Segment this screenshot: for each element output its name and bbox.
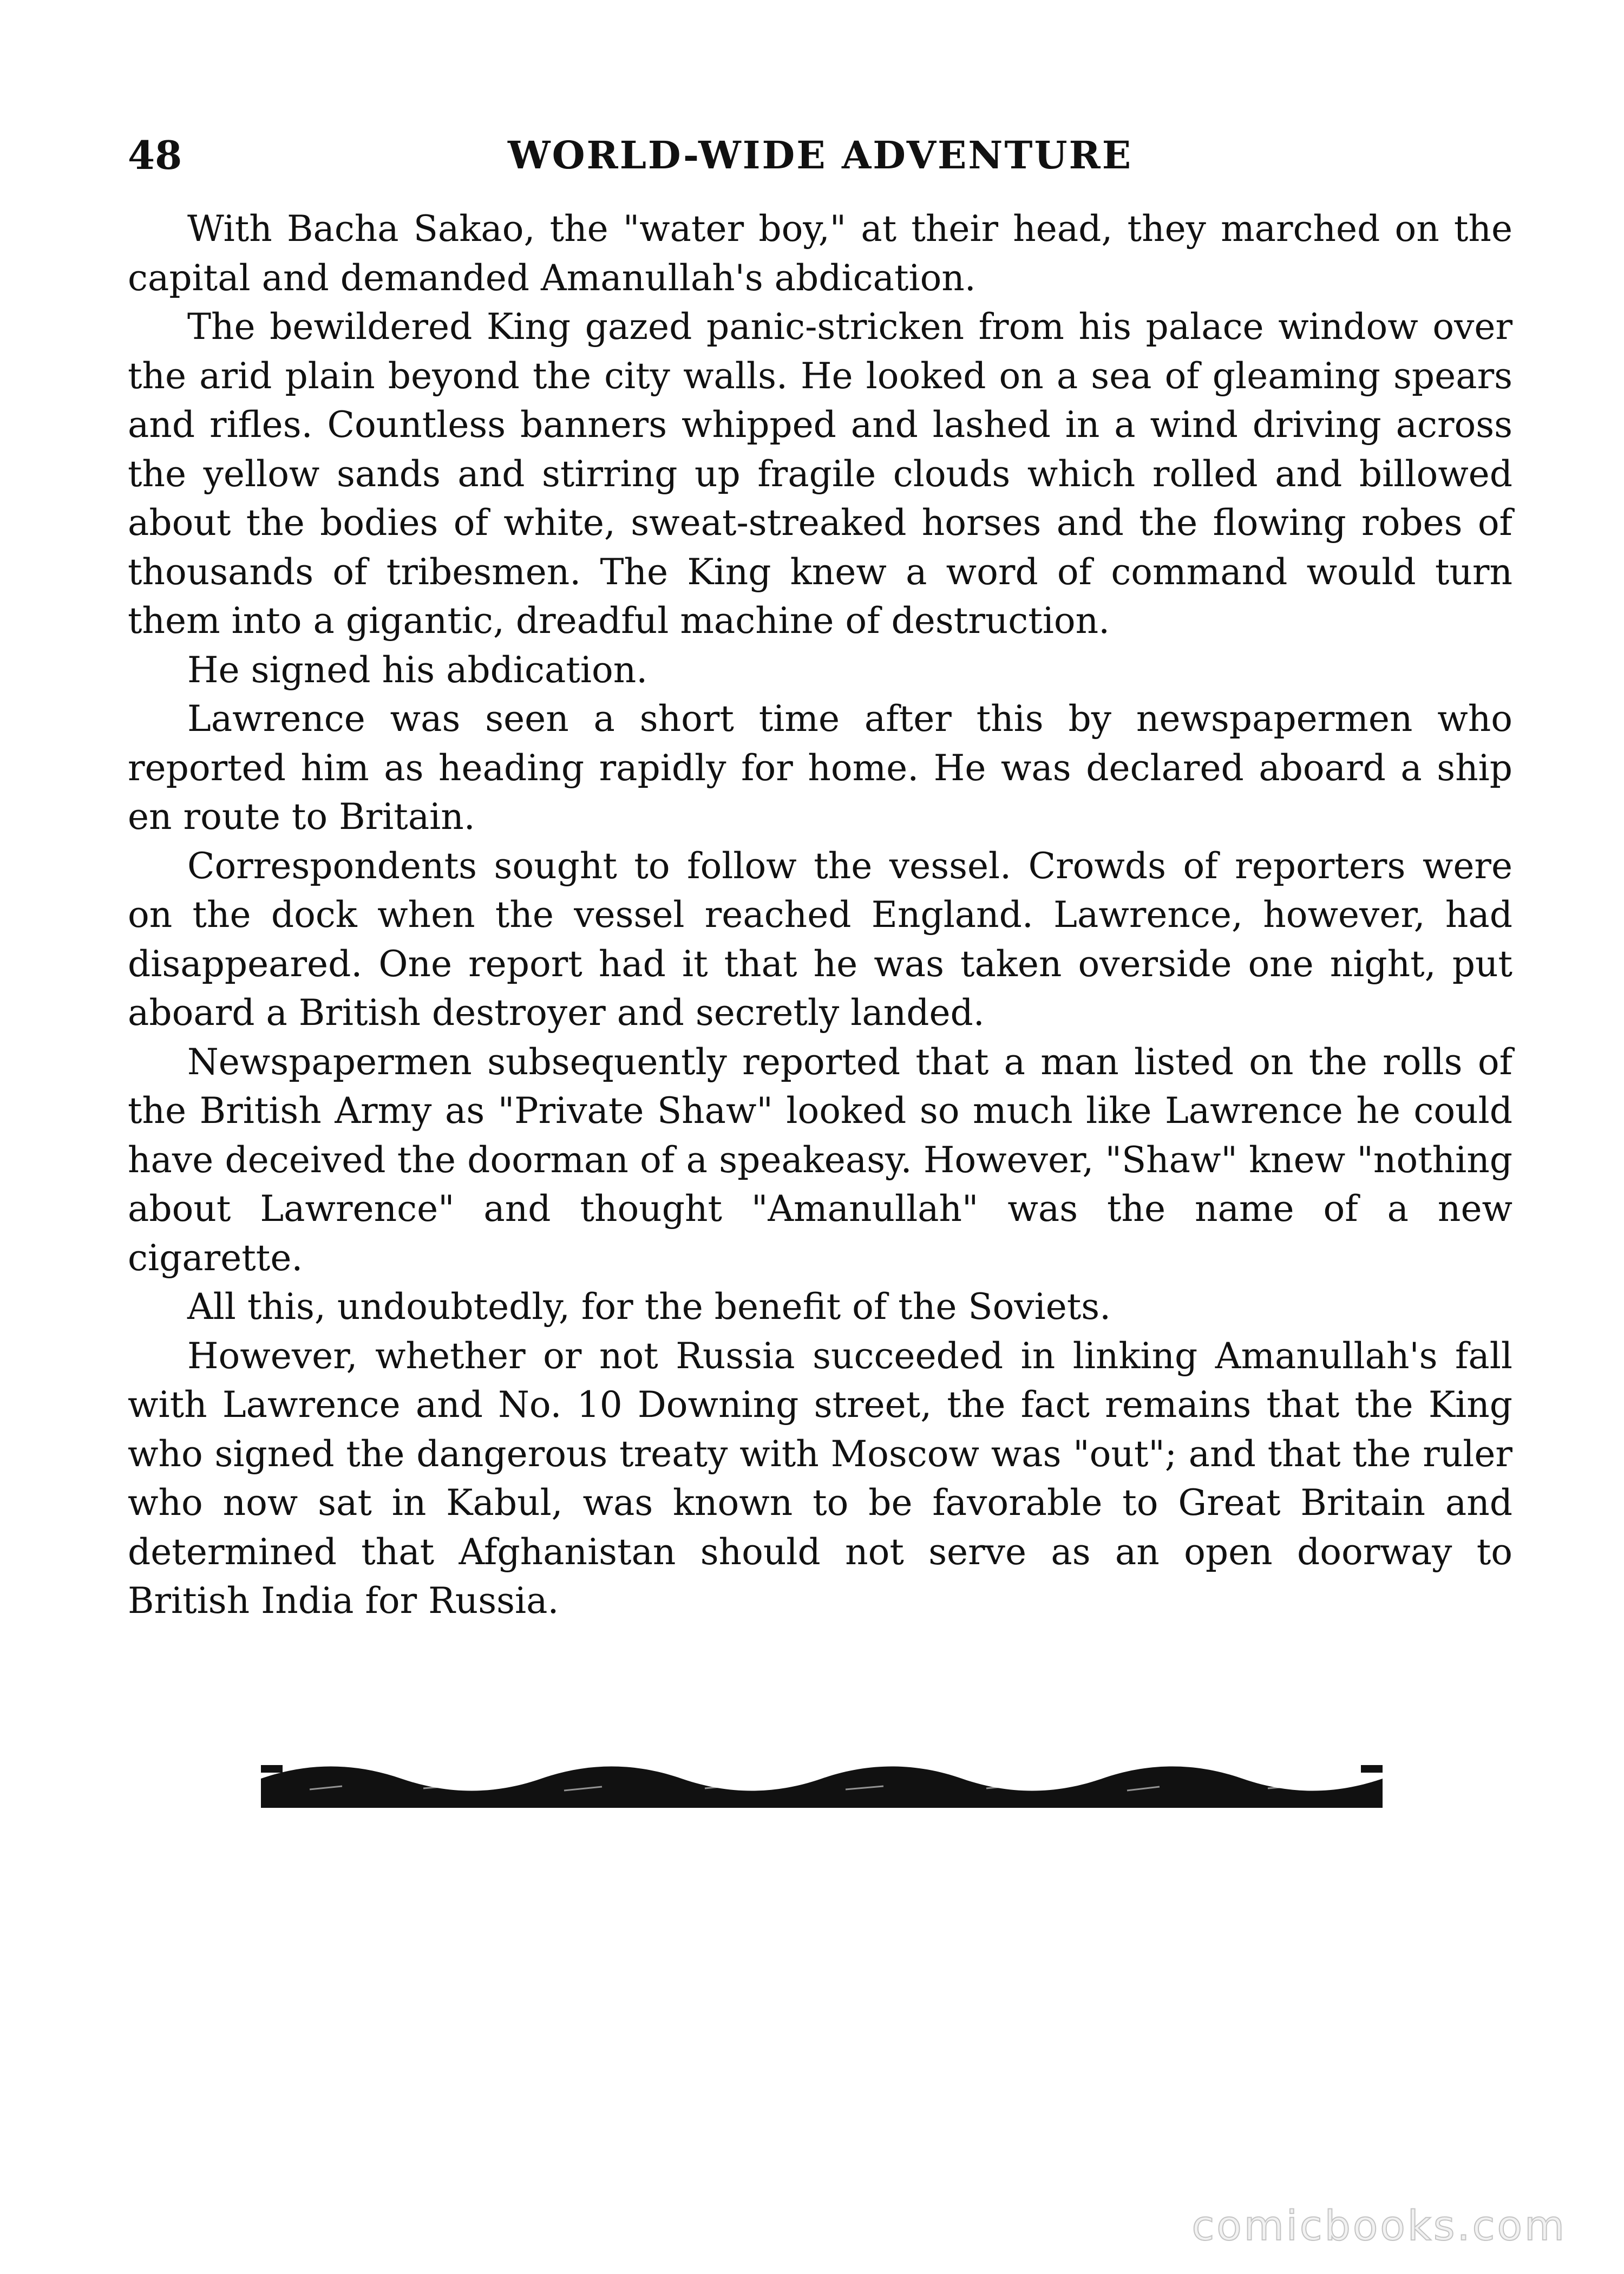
paragraph: Lawrence was seen a short time after this by newspapermen who reported him as heading rapidly for home. He was declared aboard a ship en route to Britain. bbox=[128, 698, 1512, 838]
paragraph: The bewildered King gazed panic-stricken from his palace window over the arid plain beyond the city walls. He looked on a sea of gleaming spears and rifles. Countless banners whipped and lashed in a wind driving across the yellow sands and stirring up fragile clouds which rolled and billowed about the bodies of white, sweat-streaked horses and the flowing robes of thousands of tribesmen. The King knew a word of command would turn them into a gigantic, dreadful machine of destruction. bbox=[128, 306, 1512, 642]
page-header bbox=[128, 126, 1512, 185]
watermark: comicbooks.com bbox=[1191, 2201, 1567, 2250]
paragraph: He signed his abdication. bbox=[187, 649, 648, 691]
paragraph: Correspondents sought to follow the vessel. Crowds of reporters were on the dock when the vessel reached England. Lawrence, however, had disappeared. One report had it that he was taken overside one night, put aboard a British destroyer and secretly landed. bbox=[128, 845, 1512, 1034]
running-head: WORLD-WIDE ADVENTURE bbox=[507, 133, 1133, 178]
page-number: 48 bbox=[128, 132, 182, 178]
paragraph: With Bacha Sakao, the "water boy," at their head, they marched on the capital and demanded Amanullah's abdication. bbox=[128, 208, 1512, 299]
body-text bbox=[128, 205, 1512, 1626]
paragraph: Newspapermen subsequently reported that a man listed on the rolls of the British Army as "Private Shaw" looked so much like Lawrence he could have deceived the doorman of a speakeasy. However, "Shaw" knew "nothing about Lawrence" and thought "Amanullah" was the name of a new cigarette. bbox=[128, 1041, 1512, 1279]
wavy-rule-ornament-icon bbox=[261, 1757, 1383, 1808]
paragraph: All this, undoubtedly, for the benefit of the Soviets. bbox=[187, 1286, 1111, 1328]
paragraph: However, whether or not Russia succeeded in linking Amanullah's fall with Lawrence and No. 10 Downing street, the fact remains that the King who signed the dangerous treaty with Moscow was "out"; and that the ruler who now sat in Kabul, was known to be favorable to Great Britain and determined that Afghanistan should not serve as an open doorway to British India for Russia. bbox=[128, 1335, 1512, 1622]
